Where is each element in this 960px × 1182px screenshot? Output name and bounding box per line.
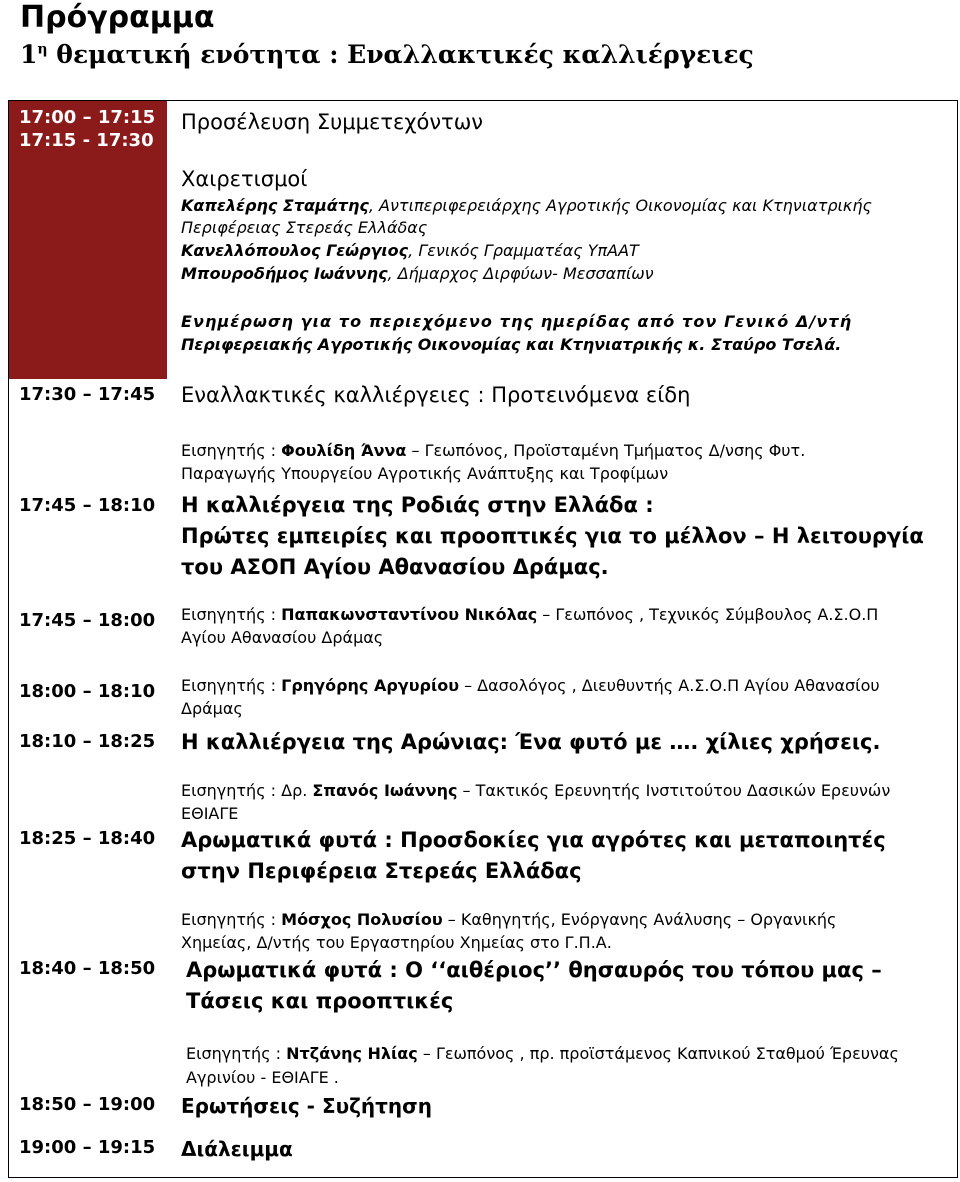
speaker-info-line: Δράμας <box>181 699 243 718</box>
time-slot: 18:40 – 18:50 <box>19 958 156 979</box>
time-slot: 17:15 - 17:30 <box>19 130 154 151</box>
speaker-info-line: Χημείας, Δ/ντής του Εργαστηρίου Χημείας στο Γ.Π.Α. <box>181 933 612 952</box>
speaker-info-line: Παραγωγής Υπουργείου Αγροτικής Ανάπτυξης και Τροφίμων <box>181 464 669 483</box>
session-title: Προσέλευση Συμμετεχόντων <box>181 110 484 134</box>
session-title: Αρωματικά φυτά : Προσδοκίες για αγρότες και μεταποιητές <box>181 828 886 852</box>
session-title-line: Τάσεις και προοπτικές <box>186 989 454 1013</box>
time-slot: 18:10 – 18:25 <box>19 731 156 752</box>
session-title: Η καλλιέργεια της Ροδιάς στην Ελλάδα : <box>181 493 654 517</box>
speaker-info-line: ΕΘΙΑΓΕ <box>181 804 239 823</box>
speaker-info-line: Αγρινίου - ΕΘΙΑΓΕ . <box>186 1068 339 1087</box>
time-slot: 17:00 – 17:15 <box>19 107 156 128</box>
greeting-speaker: Κανελλόπουλος Γεώργιος, Γενικός Γραμματέας ΥπΑΑΤ <box>181 241 639 260</box>
time-slot: 17:30 – 17:45 <box>19 384 156 405</box>
session-title: Ερωτήσεις - Συζήτηση <box>181 1094 432 1118</box>
session-title: Διάλειμμα <box>181 1137 293 1161</box>
session-title-line: Πρώτες εμπειρίες και προοπτικές για το μέλλον – Η λειτουργία <box>181 524 924 548</box>
section-subtitle <box>20 40 754 69</box>
briefing-text: Ενημέρωση για το περιεχόμενο της ημερίδας από τον Γενικό Δ/ντή <box>181 312 853 331</box>
speaker-info: Εισηγητής : Φουλίδη Άννα – Γεωπόνος, Προϊσταμένη Τμήματος Δ/νσης Φυτ. <box>181 441 806 460</box>
session-title: Εναλλακτικές καλλιέργειες : Προτεινόμενα είδη <box>181 383 691 407</box>
speaker-info-line: Αγίου Αθανασίου Δράμας <box>181 628 384 647</box>
subtitle-text: θεματική ενότητα : Εναλλακτικές καλλιέργειες <box>47 40 754 69</box>
session-title: Χαιρετισμοί <box>181 167 308 191</box>
speaker-info: Εισηγητής : Ντζάνης Ηλίας – Γεωπόνος , πρ. προϊστάμενος Καπνικού Σταθμού Έρευνας <box>186 1044 899 1063</box>
time-slot: 18:00 – 18:10 <box>19 681 156 702</box>
subtitle-number: 1 <box>20 40 38 69</box>
time-slot: 17:45 – 18:10 <box>19 495 156 516</box>
time-slot: 18:50 – 19:00 <box>19 1094 156 1115</box>
time-slot: 19:00 – 19:15 <box>19 1137 156 1158</box>
speaker-info: Εισηγητής : Δρ. Σπανός Ιωάννης – Τακτικός Ερευνητής Ινστιτούτου Δασικών Ερευνών <box>181 781 891 800</box>
page-title: Πρόγραμμα <box>20 0 215 35</box>
speaker-info: Εισηγητής : Παπακωνσταντίνου Νικόλας – Γεωπόνος , Τεχνικός Σύμβουλος Α.Σ.Ο.Π <box>181 605 879 624</box>
time-slot: 17:45 – 18:00 <box>19 610 156 631</box>
time-slot: 18:25 – 18:40 <box>19 828 156 849</box>
speaker-info: Εισηγητής : Γρηγόρης Αργυρίου – Δασολόγος , Διευθυντής Α.Σ.Ο.Π Αγίου Αθανασίου <box>181 676 880 695</box>
greeting-speaker-line: Περιφέρειας Στερεάς Ελλάδας <box>181 218 428 237</box>
greeting-speaker: Καπελέρης Σταμάτης, Αντιπεριφερειάρχης Αγροτικής Οικονομίας και Κτηνιατρικής <box>181 196 872 215</box>
session-title: Αρωματικά φυτά : Ο ‘‘αιθέριος’’ θησαυρός του τόπου μας – <box>186 958 882 982</box>
session-title-line: στην Περιφέρεια Στερεάς Ελλάδας <box>181 859 582 883</box>
session-title: Η καλλιέργεια της Αρώνιας: Ένα φυτό με …. χίλιες χρήσεις. <box>181 730 881 754</box>
session-title-line: του ΑΣΟΠ Αγίου Αθανασίου Δράμας. <box>181 555 609 579</box>
greeting-speaker: Μπουροδήμος Ιωάννης, Δήμαρχος Διρφύων- Μεσσαπίων <box>181 264 654 283</box>
speaker-info: Εισηγητής : Μόσχος Πολυσίου – Καθηγητής, Ενόργανης Ανάλυσης – Οργανικής <box>181 910 837 929</box>
briefing-text: Περιφερειακής Αγροτικής Οικονομίας και Κτηνιατρικής κ. Σταύρο Τσελά. <box>181 335 842 354</box>
subtitle-superscript: η <box>37 41 48 58</box>
